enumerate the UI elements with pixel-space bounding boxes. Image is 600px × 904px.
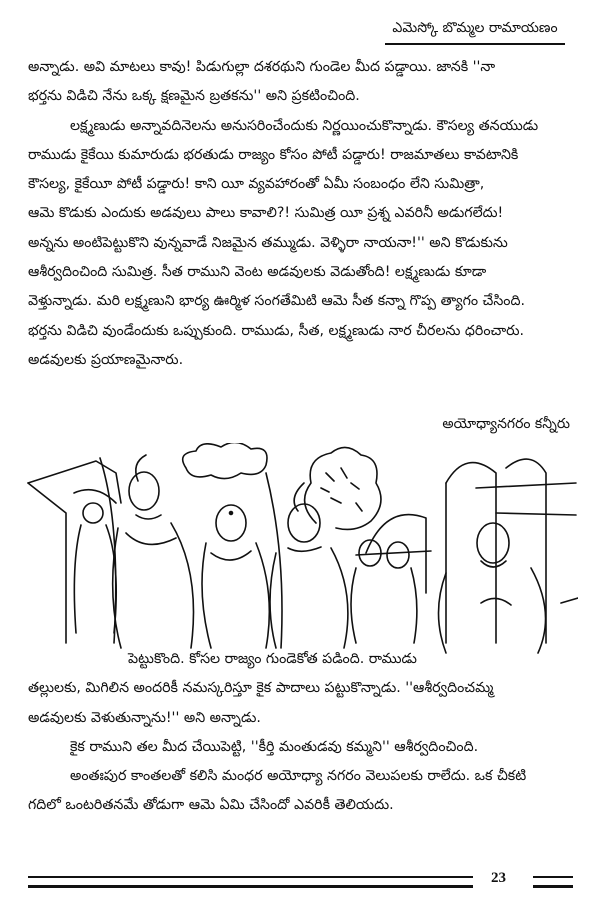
text-line: లక్ష్మణుడు అన్నావదినెలను అనుసరించేందుకు నిర్ణయించుకొన్నాడు. కౌసల్య తనయుడు	[70, 117, 539, 134]
text-line: ఆశీర్వదించింది సుమిత్ర. సీత రాముని వెంట అడవులకు వెడుతోంది! లక్ష్మణుడు కూడా	[28, 264, 487, 281]
footer-rule-left	[28, 876, 473, 888]
text-line: తల్లులకు, మిగిలిన అందరికీ నమస్కరిస్తూ కైక పాదాలు పట్టుకొన్నాడు. ''ఆశీర్వదించమ్మ	[28, 680, 494, 697]
text-line: కౌసల్య, కైకేయీ పోటీ పడ్డారు! కాని యీ వ్యవహారంతో ఏమీ సంబంధం లేని సుమిత్రా,	[28, 176, 485, 193]
page-footer	[28, 870, 573, 893]
text-block-bottom	[28, 645, 576, 821]
illustration	[26, 443, 578, 658]
text-line: భర్తను విడిచి వుండేందుకు ఒప్పుకుంది. రాముడు, సీత, లక్ష్మణుడు నార చీరలను ధరించారు.	[28, 322, 525, 339]
running-header: ఎమెస్కో బొమ్మల రామాయణం	[385, 20, 565, 45]
text-line: వెళ్తున్నాడు. మరి లక్ష్మణుని భార్య ఊర్మిళ సంగతేమిటి ఆమె సీత కన్నా గొప్ప త్యాగం చేసింది.	[28, 293, 526, 310]
illustration-caption: అయోధ్యానగరం కన్నీరు	[442, 416, 570, 432]
text-line: పెట్టుకొంది. కోసల రాజ్యం గుండెకోత పడింది. రాముడు	[128, 651, 417, 667]
text-block-top	[28, 53, 576, 375]
text-line: అడవులకు వెళుతున్నాను!'' అని అన్నాడు.	[28, 709, 261, 726]
text-line: అన్నాడు. అవి మాటలు కావు! పిడుగుల్లా దశరథుని గుండెల మీద పడ్డాయి. జానకి ''నా	[28, 59, 496, 75]
footer-rule-right	[533, 876, 573, 888]
text-line: రాముడు కైకేయి కుమారుడు భరతుడు రాజ్యం కోసం పోటీ పడ్డారు! రాజమాతలు కావటానికి	[28, 146, 519, 163]
text-line: ఆమె కొడుకు ఎందుకు అడవులు పాలు కావాలి?! సుమిత్ర యీ ప్రశ్న ఎవరినీ అడుగలేదు!	[28, 205, 504, 222]
page-number: 23	[491, 870, 506, 886]
text-line: కైక రాముని తల మీద చేయిపెట్టి, ''కీర్తి మంతుడవు కమ్మని'' ఆశీర్వదించింది.	[70, 738, 479, 755]
text-line: అన్నను అంటిపెట్టుకొని వున్నవాడే నిజమైన తమ్ముడు. వెళ్ళిరా నాయనా!'' అని కొడుకును	[28, 234, 508, 251]
text-line: అడవులకు ప్రయాణమైనారు.	[28, 351, 184, 368]
text-line: భర్తను విడిచి నేను ఒక్క క్షణమైన బ్రతకను'' అని ప్రకటించింది.	[28, 88, 360, 105]
text-line: గదిలో ఒంటరితనమే తోడుగా ఆమె ఏమి చేసిందో ఎవరికీ తెలియదు.	[28, 797, 394, 814]
text-line: అంతఃపుర కాంతలతో కలిసి మంధర అయోధ్యా నగరం వెలుపలకు రాలేదు. ఒక చీకటి	[70, 768, 527, 785]
